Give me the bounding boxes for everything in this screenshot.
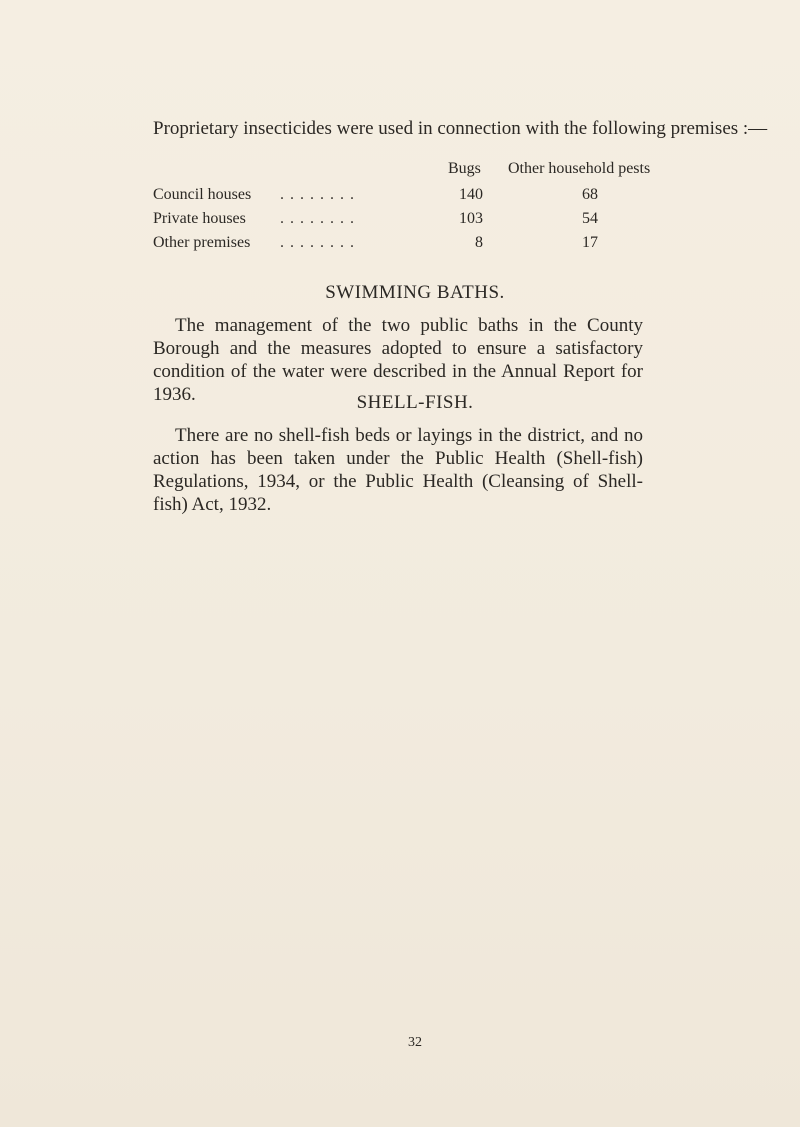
dot-leader: . . . . . . . .: [280, 210, 355, 227]
table-row: [153, 186, 613, 210]
section-body-swimming-baths: The management of the two public baths in the County Borough and the measures adopted to ensure a satisfactory condition of the water were described in the Annual Report for 1936.: [153, 315, 643, 405]
row-label: Council houses: [153, 186, 252, 203]
bugs-value: 103: [459, 210, 483, 227]
bugs-value: 8: [475, 234, 483, 251]
intro-sentence: Proprietary insecticides were used in connection with the following premises :—: [153, 118, 768, 139]
column-header-other-pests: Other household pests: [508, 160, 651, 177]
other-pests-value: 54: [582, 210, 598, 227]
section-body-shell-fish: There are no shell-fish beds or layings in the district, and no action has been taken under the Public Health (Shell-fish) Regulations, 1934, or the Public Health (Cleansing of Shell-fish) Act, 1932.: [153, 425, 643, 515]
other-pests-value: 68: [582, 186, 598, 203]
dot-leader: . . . . . . . .: [280, 186, 355, 203]
section-heading-swimming-baths: SWIMMING BATHS.: [325, 282, 505, 303]
row-label: Private houses: [153, 210, 246, 227]
section-heading-shell-fish: SHELL-FISH.: [356, 392, 474, 413]
table-row: [153, 210, 613, 234]
table-row: [153, 234, 613, 258]
row-label: Other premises: [153, 234, 251, 251]
page-number: 32: [408, 1035, 422, 1050]
other-pests-value: 17: [582, 234, 598, 251]
bugs-value: 140: [459, 186, 483, 203]
column-header-bugs: Bugs: [448, 160, 481, 177]
dot-leader: . . . . . . . .: [280, 234, 355, 251]
